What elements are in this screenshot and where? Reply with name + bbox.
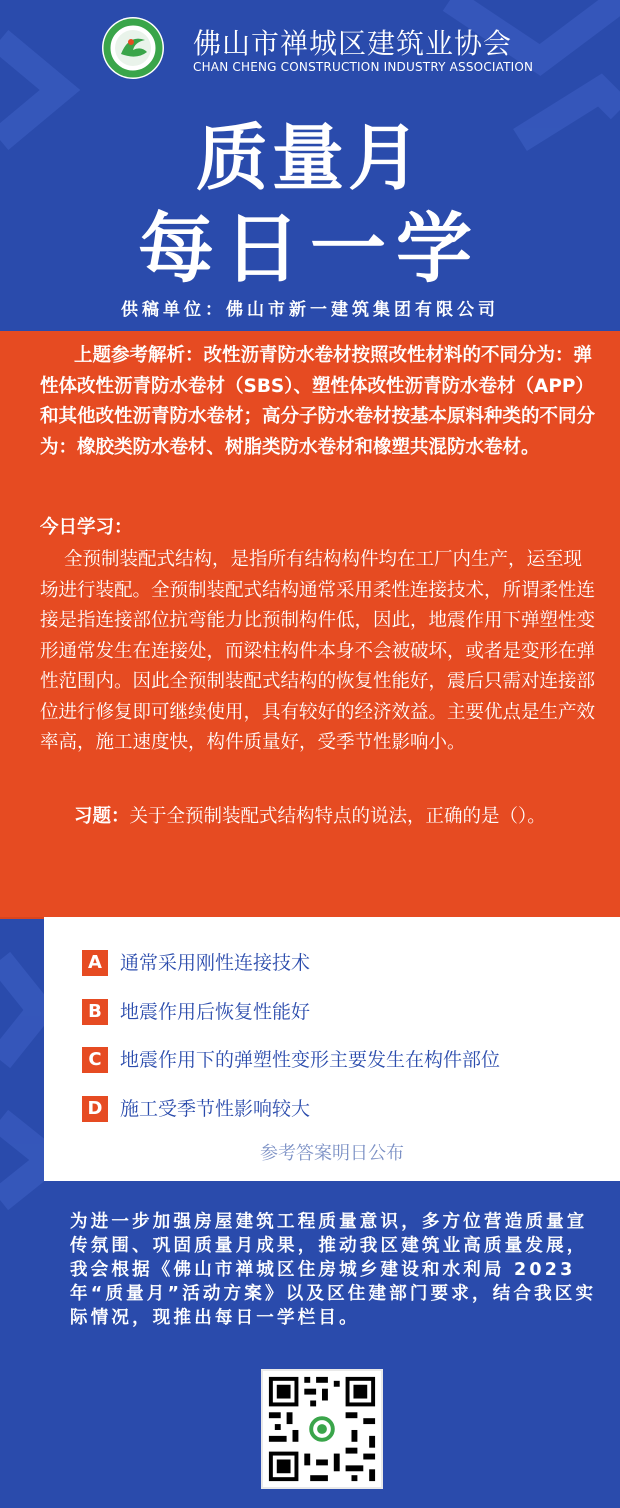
question	[40, 802, 600, 833]
option-text: 通常采用刚性连接技术	[120, 952, 311, 974]
option-text: 施工受季节性影响较大	[120, 1098, 311, 1120]
main-title-line2: 每日一学	[138, 204, 482, 293]
association-name-en: CHAN CHENG CONSTRUCTION INDUSTRY ASSOCIATION	[193, 60, 534, 74]
option-text: 地震作用后恢复性能好	[120, 1001, 311, 1023]
association-logo-icon	[101, 16, 165, 80]
main-title-line1: 质量月	[195, 116, 424, 200]
options-card	[44, 917, 620, 1181]
option-letter: D	[82, 1096, 108, 1122]
option-letter: A	[82, 950, 108, 976]
today-study-text: 全预制装配式结构，是指所有结构构件均在工厂内生产，运至现场进行装配。全预制装配式结构通常采用柔性连接技术，所谓柔性连接是指连接部位抗弯能力比预制构件低，因此，地震作用下弹塑性变形通常发生在连接处，而梁柱构件本身不会被破坏，或者是变形在弹性范围内。因此全预制装配式结构的恢复性能好，震后只需对连接部位进行修复即可继续使用，具有较好的经济效益。主要优点是生产效率高，施工速度快，构件质量好，受季节性影响小。	[40, 549, 596, 753]
answer-note: 参考答案明日公布	[260, 1143, 404, 1164]
qr-code-icon[interactable]	[261, 1369, 383, 1489]
question-text: 关于全预制装配式结构特点的说法，正确的是（）。	[129, 806, 546, 827]
header	[0, 0, 620, 330]
question-label: 习题：	[74, 806, 130, 827]
association-name-cn: 佛山市禅城区建筑业协会	[193, 27, 513, 60]
today-label: 今日学习：	[40, 517, 133, 538]
option-text: 地震作用下的弹塑性变形主要发生在构件部位	[120, 1049, 501, 1071]
content-panel	[0, 331, 620, 919]
supplier-line: 供稿单位：佛山市新一建筑集团有限公司	[121, 300, 499, 320]
option-letter: B	[82, 999, 108, 1025]
option-letter: C	[82, 1047, 108, 1073]
footer-intro-text: 为进一步加强房屋建筑工程质量意识，多方位营造质量宣传氛围、巩固质量月成果，推动我区建筑业高质量发展，我会根据《佛山市禅城区住房城乡建设和水利局 2023 年“质量月”活动方案》以及区住建部门要求，结合我区实际情况，现推出每日一学栏目。	[70, 1212, 597, 1328]
previous-answer-analysis: 上题参考解析：改性沥青防水卷材按照改性材料的不同分为：弹性体改性沥青防水卷材（SBS）、塑性体改性沥青防水卷材（APP）和其他改性沥青防水卷材；高分子防水卷材按基本原料种类的不同分为：橡胶类防水卷材、树脂类防水卷材和橡塑共混防水卷材。	[40, 345, 596, 458]
